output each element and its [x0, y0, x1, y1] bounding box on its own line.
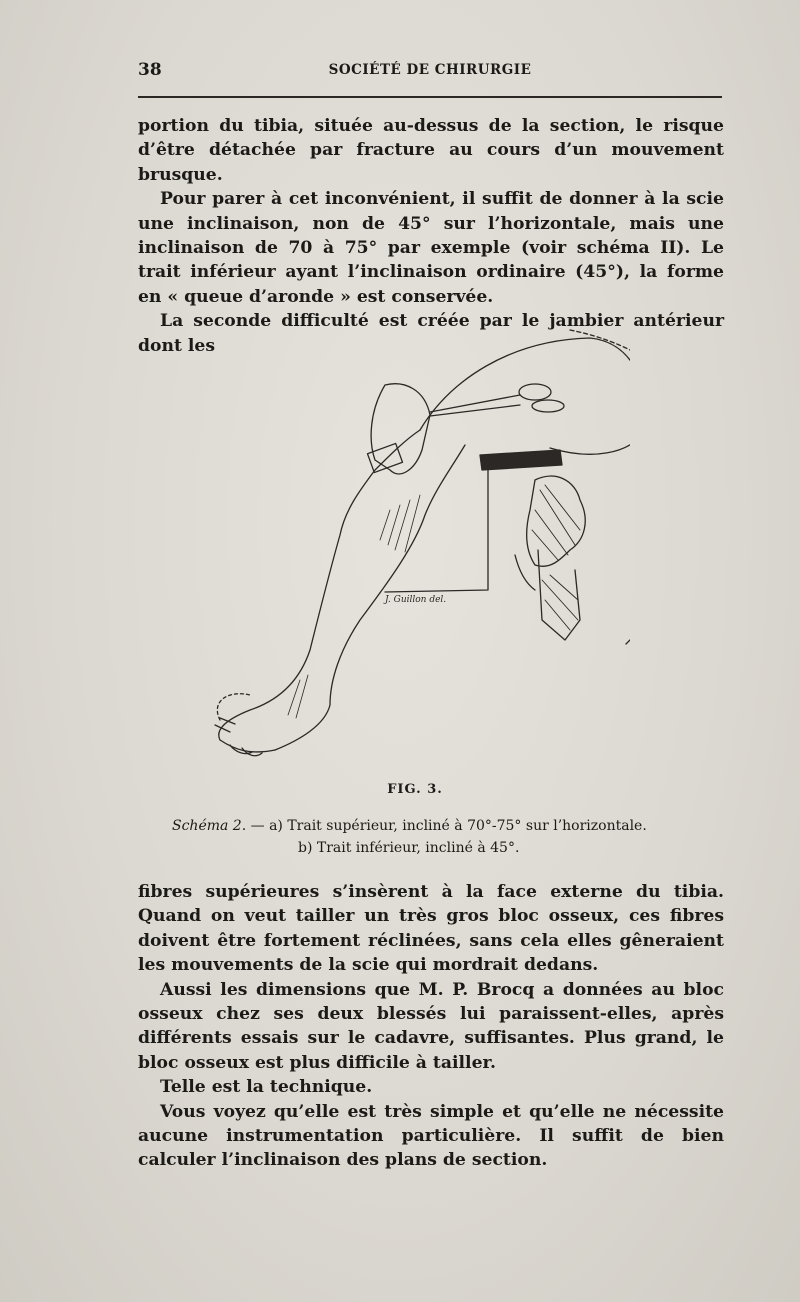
figure-label: FIG. 3. [387, 782, 443, 797]
paragraph: La seconde difficulté est créée par le jambier antérieur dont les [138, 311, 724, 356]
paragraph: portion du tibia, située au-dessus de la section, le risque d’être détachée par fracture au cours d’un mouvement brusque. [138, 116, 724, 185]
text-block-bottom [138, 880, 724, 1173]
leg-surgery-drawing [190, 320, 630, 780]
figure-illustration [190, 320, 630, 780]
paragraph: Vous voyez qu’elle est très simple et qu’elle ne nécessite aucune instrumentation particulière. Il suffit de bien calculer l’inclinaison des plans de section. [138, 1101, 724, 1171]
paragraph: Pour parer à cet inconvénient, il suffit de donner à la scie une inclinaison, non de 45° sur l’horizontale, mais une inclinaison de 70 à 75° par exemple (voir schéma II). Le trait inférieur ayant l’inclinaison ordinaire (45°), la forme en « queue d’aronde » est conservée. [138, 189, 724, 307]
header-rule [138, 96, 722, 98]
paragraph: Telle est la technique. [160, 1077, 373, 1098]
paragraph: fibres supérieures s’insèrent à la face externe du tibia. Quand on veut tailler un très gros bloc osseux, ces fibres doivent être fortement réclinées, sans cela elles gêneraient les mouvements de la scie qui mordrait dedans. [138, 882, 724, 976]
paragraph: Aussi les dimensions que M. P. Brocq a données au bloc osseux chez ses deux blessés lui paraissent-elles, après différents essais sur le cadavre, suffisantes. Plus grand, le bloc osseux est plus difficile à tailler. [138, 979, 724, 1073]
caption-line-a: — a) Trait supérieur, incliné à 70°-75° sur l’horizontale. [246, 818, 647, 834]
caption-schema-title: Schéma 2. [172, 818, 247, 834]
figure-caption [172, 815, 732, 859]
artist-signature: J. Guillon del. [385, 595, 447, 605]
running-head: SOCIÉTÉ DE CHIRURGIE [328, 62, 532, 78]
page-header [138, 60, 722, 88]
caption-line-b: b) Trait inférieur, incliné à 45°. [298, 840, 520, 856]
page-number: 38 [138, 60, 162, 80]
